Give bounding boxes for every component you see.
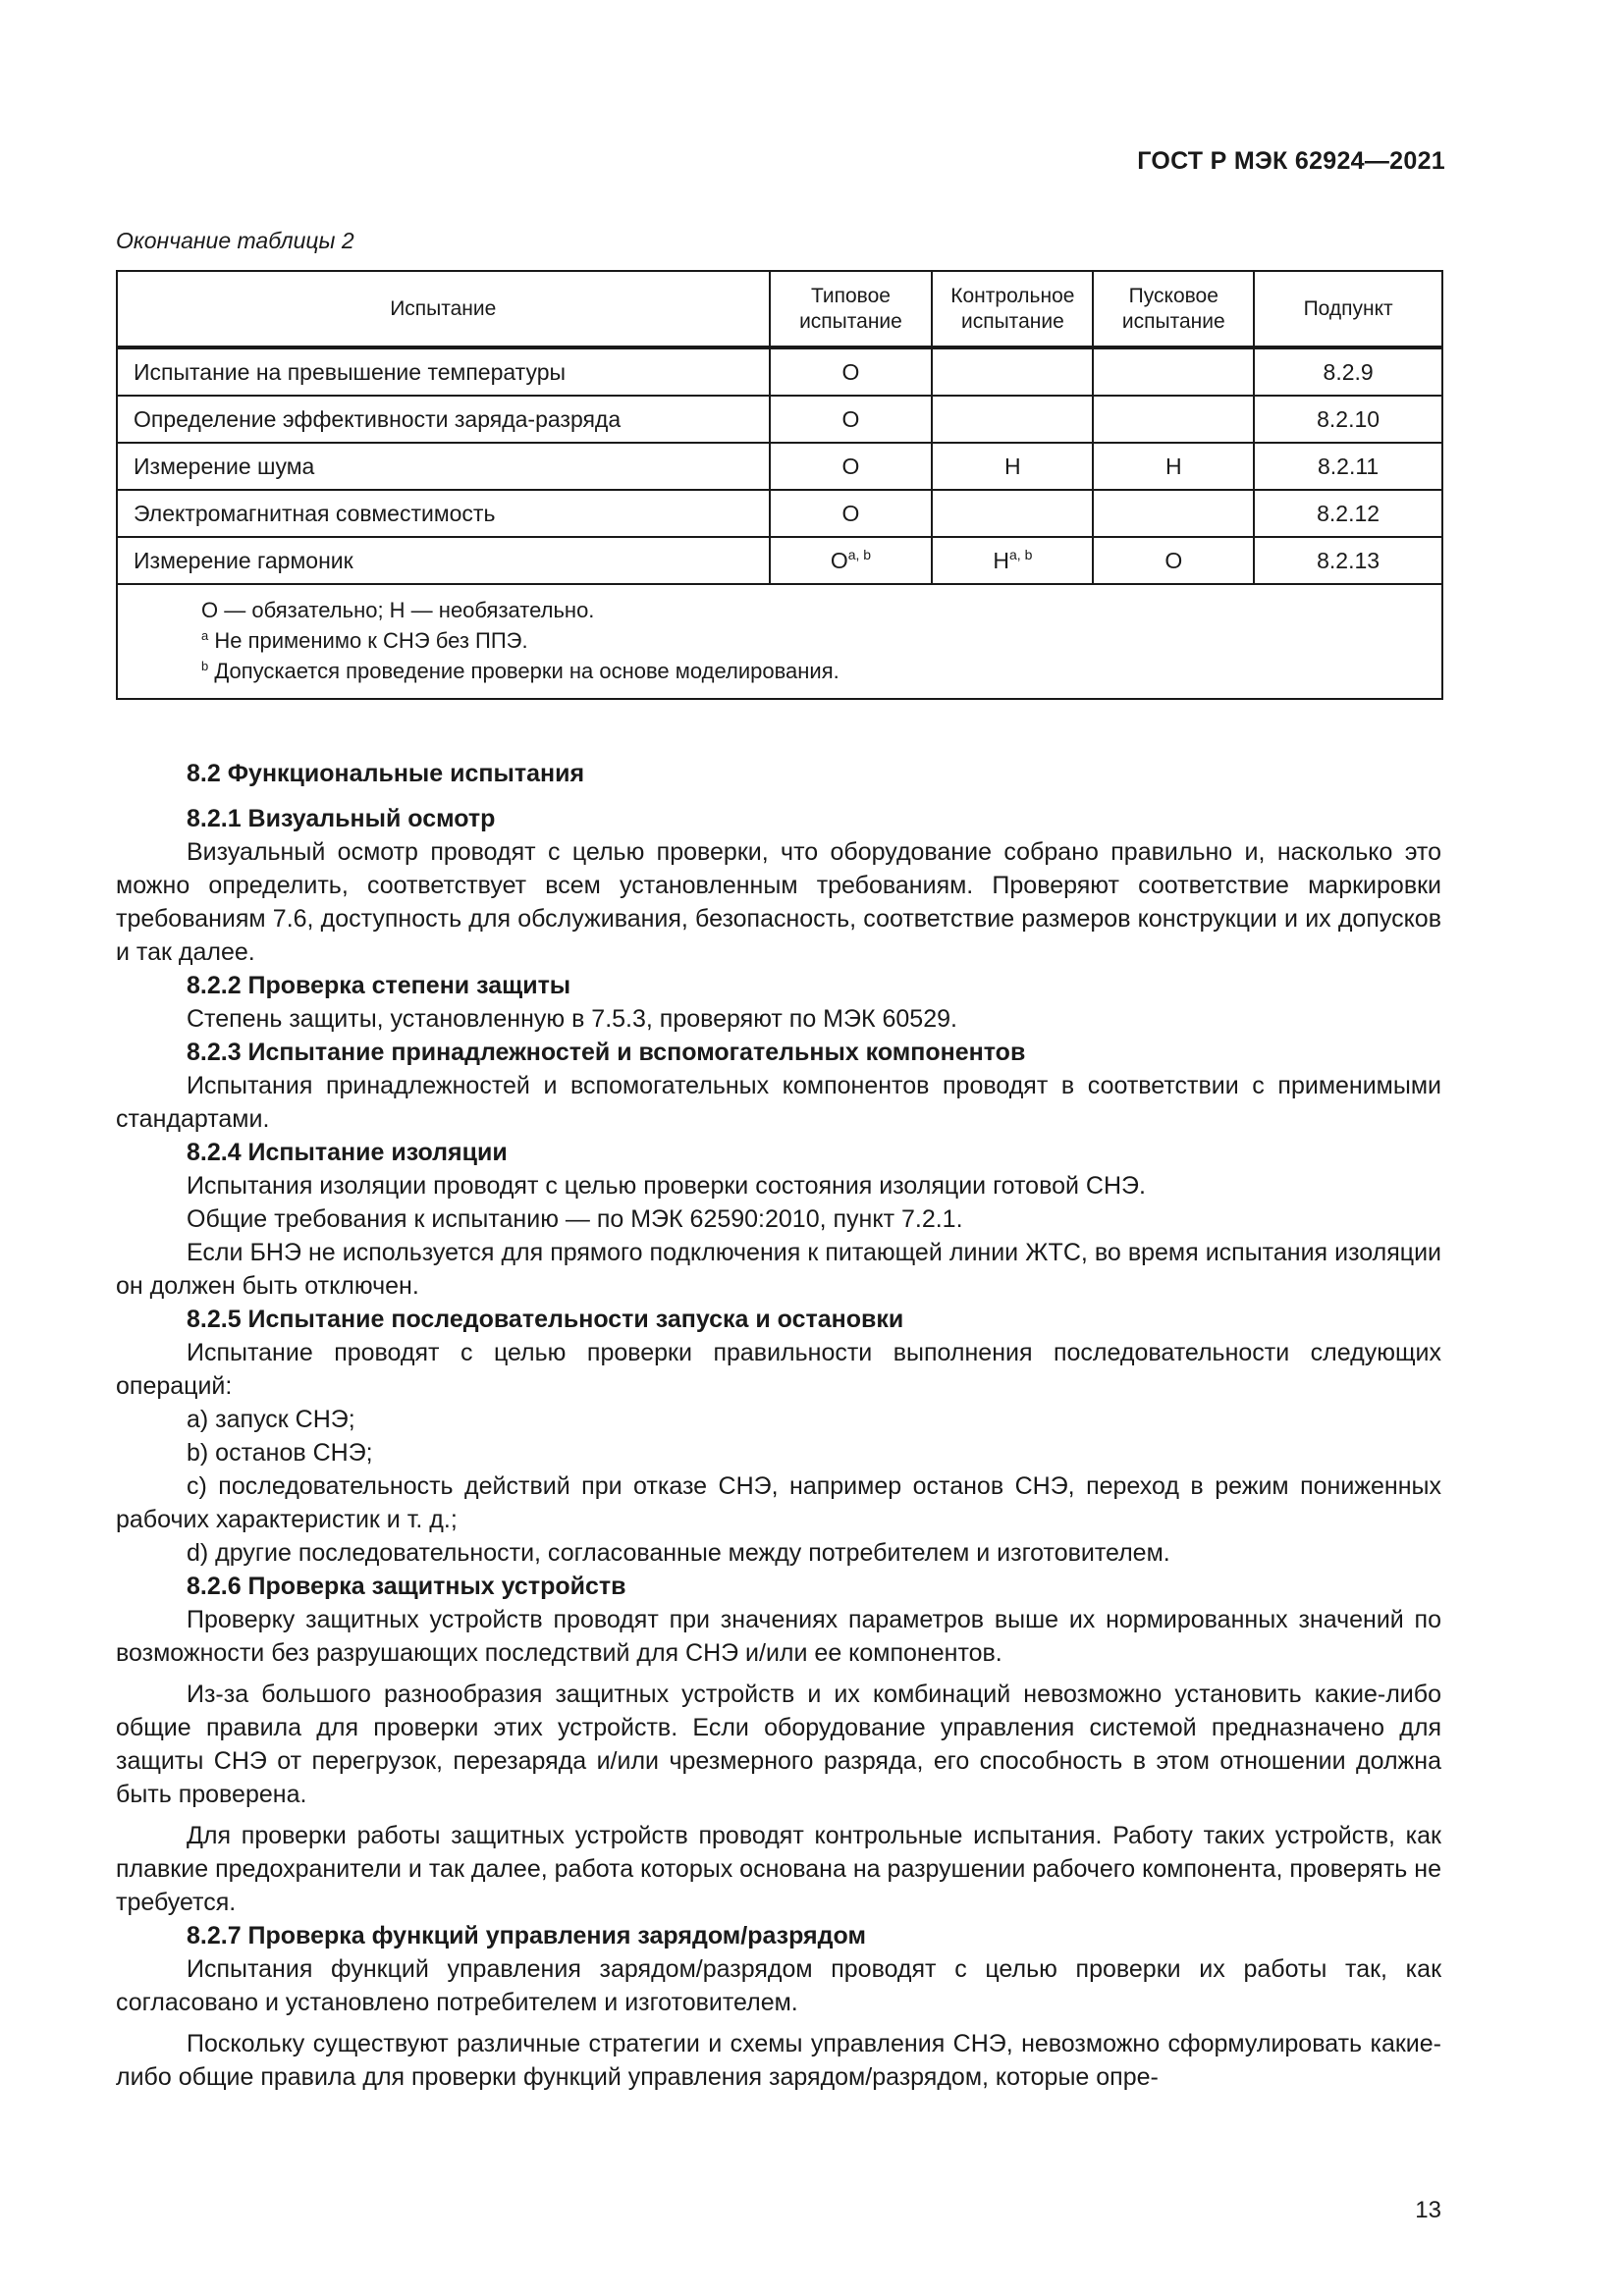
cell-commissioning (1093, 347, 1254, 396)
paragraph: Из-за большого разнообразия защитных устройств и их комбинаций невозможно установить какие-либо общие правила для проверки этих устройств. Если оборудование управления системой предназначено для защиты СНЭ от перегрузок, перезаряда и/или чрезмерного разряда, его способность в этом отношении должна быть проверена. (116, 1681, 1441, 1808)
table-row (117, 490, 1442, 537)
cell-type: О (770, 443, 933, 490)
section-heading-8-2-5: 8.2.5 Испытание последовательности запуска и остановки (187, 1306, 904, 1333)
cell-clause: 8.2.9 (1254, 347, 1442, 396)
page-number: 13 (1415, 2197, 1441, 2223)
paragraph: Общие требования к испытанию — по МЭК 62590:2010, пункт 7.2.1. (187, 1205, 963, 1233)
notes-legend: О — обязательно; Н — необязательно. (201, 598, 595, 622)
section-heading-8-2-3: 8.2.3 Испытание принадлежностей и вспомогательных компонентов (187, 1039, 1026, 1066)
paragraph: Визуальный осмотр проводят с целью проверки, что оборудование собрано правильно и, насколько это можно определить, соответствует всем установленным требованиям. Проверяют соответствие маркировки требованиям 7.6, доступность для обслуживания, безопасность, соответствие размеров конструкции и их допусков и так далее. (116, 838, 1441, 966)
cell-test-name: Определение эффективности заряда-разряда (117, 396, 770, 443)
cell-routine: Н (932, 443, 1093, 490)
list-item: d) другие последовательности, согласованные между потребителем и изготовителем. (187, 1539, 1170, 1567)
paragraph: Степень защиты, установленную в 7.5.3, проверяют по МЭК 60529. (187, 1005, 957, 1033)
cell-type: О$^{a, b}$ (770, 537, 933, 584)
cell-test-name: Электромагнитная совместимость (117, 490, 770, 537)
list-item: c) последовательность действий при отказе СНЭ, например останов СНЭ, переход в режим пониженных рабочих характеристик и т. д.; (116, 1472, 1441, 1533)
cell-type: О (770, 396, 933, 443)
paragraph: Если БНЭ не используется для прямого подключения к питающей линии ЖТС, во время испытания изоляции он должен быть отключен. (116, 1239, 1441, 1300)
table-caption: Окончание таблицы 2 (116, 228, 354, 253)
cell-type: О (770, 490, 933, 537)
cell-routine (932, 490, 1093, 537)
tests-table (116, 270, 1443, 700)
cell-test-name: Измерение гармоник (117, 537, 770, 584)
list-item: a) запуск СНЭ; (187, 1406, 355, 1433)
footnote-a: $^a$ Не применимо к СНЭ без ППЭ. (201, 628, 528, 653)
cell-routine: Н$^{a, b}$ (932, 537, 1093, 584)
cell-commissioning (1093, 396, 1254, 443)
section-heading-8-2-7: 8.2.7 Проверка функций управления зарядом/разрядом (187, 1922, 866, 1949)
cell-type: О (770, 347, 933, 396)
cell-commissioning: О (1093, 537, 1254, 584)
section-heading-8-2: 8.2 Функциональные испытания (187, 760, 585, 787)
col-header-type-test: Типовое испытание (770, 271, 933, 347)
cell-clause: 8.2.13 (1254, 537, 1442, 584)
section-heading-8-2-2: 8.2.2 Проверка степени защиты (187, 972, 571, 999)
col-header-clause: Подпункт (1254, 271, 1442, 347)
col-header-commissioning-test: Пусковое испытание (1093, 271, 1254, 347)
footnote-b: $^b$ Допускается проведение проверки на основе моделирования. (201, 659, 839, 683)
paragraph: Испытания функций управления зарядом/разрядом проводят с целью проверки их работы так, как согласовано и установлено потребителем и изготовителем. (116, 1955, 1441, 2016)
section-heading-8-2-6: 8.2.6 Проверка защитных устройств (187, 1573, 626, 1600)
col-header-routine-test: Контрольное испытание (932, 271, 1093, 347)
paragraph: Испытания изоляции проводят с целью проверки состояния изоляции готовой СНЭ. (187, 1172, 1146, 1200)
footnote-ref: a, b (847, 546, 872, 562)
list-item: b) останов СНЭ; (187, 1439, 373, 1467)
footnote-ref: a, b (1009, 546, 1033, 562)
table-header-row (117, 271, 1442, 347)
table-row (117, 347, 1442, 396)
cell-test-name: Измерение шума (117, 443, 770, 490)
section-heading-8-2-4: 8.2.4 Испытание изоляции (187, 1139, 508, 1166)
paragraph: Испытание проводят с целью проверки правильности выполнения последовательности следующих операций: (116, 1339, 1441, 1400)
paragraph: Испытания принадлежностей и вспомогательных компонентов проводят в соответствии с применимыми стандартами. (116, 1072, 1441, 1133)
table-notes-row (117, 584, 1442, 699)
paragraph: Для проверки работы защитных устройств проводят контрольные испытания. Работу таких устройств, как плавкие предохранители и так далее, работа которых основана на разрушении рабочего компонента, проверять не требуется. (116, 1822, 1441, 1916)
cell-routine (932, 347, 1093, 396)
col-header-test: Испытание (117, 271, 770, 347)
cell-clause: 8.2.12 (1254, 490, 1442, 537)
table-row (117, 537, 1442, 584)
cell-commissioning (1093, 490, 1254, 537)
table-row (117, 443, 1442, 490)
paragraph: Поскольку существуют различные стратегии и схемы управления СНЭ, невозможно сформулировать какие-либо общие правила для проверки функций управления зарядом/разрядом, которые опре- (116, 2030, 1441, 2091)
cell-clause: 8.2.11 (1254, 443, 1442, 490)
cell-test-name: Испытание на превышение температуры (117, 347, 770, 396)
table-notes (117, 584, 1442, 699)
section-heading-8-2-1: 8.2.1 Визуальный осмотр (187, 805, 496, 832)
cell-routine (932, 396, 1093, 443)
cell-clause: 8.2.10 (1254, 396, 1442, 443)
standard-designation: ГОСТ Р МЭК 62924—2021 (1137, 147, 1445, 175)
document-body (116, 757, 1441, 2094)
cell-commissioning: Н (1093, 443, 1254, 490)
table-row (117, 396, 1442, 443)
paragraph: Проверку защитных устройств проводят при значениях параметров выше их нормированных значений по возможности без разрушающих последствий для СНЭ и/или ее компонентов. (116, 1606, 1441, 1667)
